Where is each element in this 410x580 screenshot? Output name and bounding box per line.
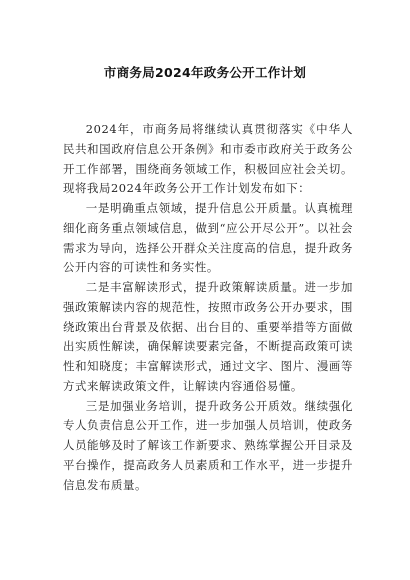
paragraph-point-one: 一是明确重点领域，提升信息公开质量。认真梳理细化商务重点领域信息，做到“应公开尽公开”。以社会需求为导向，选择公开群众关注度高的信息，提升政务公开内容的可读性和务实性。 [63, 201, 353, 275]
paragraph-intro: 2024年，市商务局将继续认真贯彻落实《中华人民共和国政府信息公开条例》和市委市政府关于政务公开工作部署，围绕商务领域工作，积极回应社会关切。现将我局2024年政务公开工作计划发布如下： [63, 122, 353, 196]
document-body [63, 120, 353, 495]
document-title: 市商务局2024年政务公开工作计划 [103, 65, 307, 80]
paragraph-point-two: 二是丰富解读形式，提升政策解读质量。进一步加强政策解读内容的规范性，按照市政务公开办要求，围绕政策出台背景及依据、出台目的、重要举措等方面做出实质性解读，确保解读要素完备，不断提高政策可读性和知晓度；丰富解读形式，通过文字、图片、漫画等方式来解读政策文件，让解读内容通俗易懂。 [63, 280, 353, 393]
paragraph-point-three: 三是加强业务培训，提升政务公开质效。继续强化专人负责信息公开工作，进一步加强人员培训，使政务人员能够及时了解该工作新要求、熟练掌握公开目录及平台操作，提高政务人员素质和工作水平，进一步提升信息发布质量。 [63, 398, 353, 492]
